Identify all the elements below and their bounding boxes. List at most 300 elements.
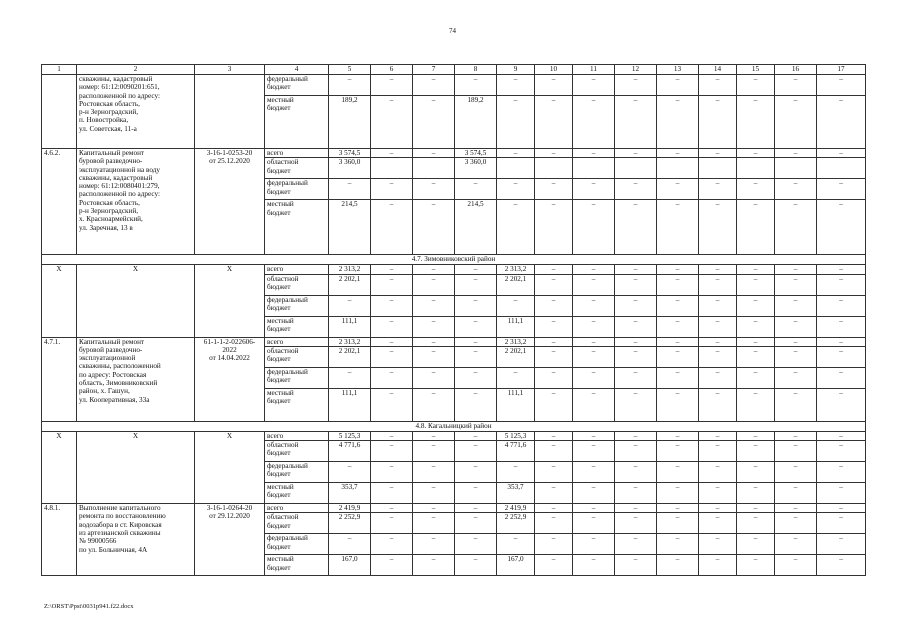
value-cell: – bbox=[535, 431, 573, 440]
value-cell: – bbox=[775, 295, 817, 316]
value-cell: – bbox=[737, 483, 775, 504]
value-cell: – bbox=[737, 265, 775, 274]
value-cell: – bbox=[699, 200, 737, 255]
value-cell: – bbox=[535, 337, 573, 346]
section-title: 4.7. Зимовниковский район bbox=[42, 255, 866, 265]
value-cell: – bbox=[775, 534, 817, 555]
value-cell: 5 125,3 bbox=[497, 431, 535, 440]
value-cell: – bbox=[455, 513, 497, 534]
value-cell: 2 202,1 bbox=[497, 346, 535, 367]
value-cell bbox=[371, 158, 413, 179]
item-description: Капитальный ремонт буровой разведочно- эксплуатационной на воду скважины, кадастровый номер: 61:12:0080401:279, расположенной по адресу: Ростовская область, р-н Зерноградский, х. Красноармейский, ул. Заречная, 13 в bbox=[77, 149, 195, 255]
value-cell: 189,2 bbox=[329, 96, 371, 149]
value-cell: – bbox=[573, 441, 615, 462]
value-cell: – bbox=[699, 555, 737, 576]
value-cell: – bbox=[657, 431, 699, 440]
value-cell: – bbox=[535, 504, 573, 513]
section-row bbox=[42, 255, 866, 265]
value-cell: – bbox=[615, 337, 657, 346]
value-cell: – bbox=[535, 483, 573, 504]
value-cell: – bbox=[497, 96, 535, 149]
value-cell: – bbox=[737, 149, 775, 158]
section-title: 4.8. Кагальницкий район bbox=[42, 421, 866, 431]
item-description: Х bbox=[77, 431, 195, 503]
value-cell: – bbox=[455, 75, 497, 96]
value-cell: – bbox=[775, 149, 817, 158]
value-cell: 3 574,5 bbox=[329, 149, 371, 158]
value-cell: – bbox=[455, 504, 497, 513]
table-row bbox=[42, 149, 866, 158]
value-cell: – bbox=[737, 200, 775, 255]
item-number: Х bbox=[42, 265, 77, 337]
value-cell: – bbox=[573, 316, 615, 337]
value-cell: – bbox=[573, 96, 615, 149]
value-cell: – bbox=[371, 431, 413, 440]
value-cell: – bbox=[535, 96, 573, 149]
value-cell: – bbox=[573, 200, 615, 255]
column-number-16: 16 bbox=[775, 65, 817, 75]
table-row bbox=[42, 75, 866, 96]
value-cell: 2 419,9 bbox=[497, 504, 535, 513]
column-number-10: 10 bbox=[535, 65, 573, 75]
value-cell: – bbox=[699, 316, 737, 337]
value-cell: – bbox=[573, 483, 615, 504]
item-description: скважины, кадастровый номер: 61:12:0090201:651, расположенной по адресу: Ростовская область, р-н Зерноградский, п. Новостройка, ул. Советская, 11-а bbox=[77, 75, 195, 149]
value-cell: – bbox=[535, 149, 573, 158]
value-cell: – bbox=[497, 295, 535, 316]
value-cell: – bbox=[775, 513, 817, 534]
value-cell: – bbox=[737, 462, 775, 483]
item-description: Капитальный ремонт буровой разведочно- эксплуатационной скважины, расположенной по адресу: Ростовская область, Зимовниковский район, х. Гашун, ул. Кооперативная, 33а bbox=[77, 337, 195, 421]
value-cell: – bbox=[413, 483, 455, 504]
value-cell bbox=[657, 158, 699, 179]
value-cell: – bbox=[573, 179, 615, 200]
value-cell: – bbox=[699, 295, 737, 316]
value-cell: – bbox=[699, 441, 737, 462]
value-cell: – bbox=[329, 179, 371, 200]
value-cell: – bbox=[413, 200, 455, 255]
value-cell: – bbox=[573, 75, 615, 96]
value-cell: – bbox=[737, 431, 775, 440]
value-cell: – bbox=[699, 367, 737, 388]
value-cell bbox=[775, 158, 817, 179]
value-cell: 189,2 bbox=[455, 96, 497, 149]
value-cell: – bbox=[615, 462, 657, 483]
value-cell: – bbox=[371, 265, 413, 274]
value-cell: 2 419,9 bbox=[329, 504, 371, 513]
value-cell: – bbox=[775, 96, 817, 149]
item-description: Выполнение капитального ремонта по восстановлению водозабора в ст. Кировская из артезианской скважины № 99000566 по ул. Больничная, 4А bbox=[77, 504, 195, 576]
value-cell bbox=[497, 158, 535, 179]
value-cell bbox=[573, 158, 615, 179]
value-cell: 4 771,6 bbox=[329, 441, 371, 462]
table-row bbox=[42, 337, 866, 346]
value-cell: – bbox=[817, 534, 866, 555]
value-cell: – bbox=[535, 179, 573, 200]
value-cell: – bbox=[497, 462, 535, 483]
value-cell: – bbox=[775, 555, 817, 576]
value-cell bbox=[817, 158, 866, 179]
value-cell: – bbox=[615, 504, 657, 513]
value-cell: 2 313,2 bbox=[497, 265, 535, 274]
value-cell: 2 252,9 bbox=[329, 513, 371, 534]
funding-source: местный бюджет bbox=[265, 200, 329, 255]
value-cell: – bbox=[413, 367, 455, 388]
table-row bbox=[42, 431, 866, 440]
value-cell: – bbox=[573, 274, 615, 295]
value-cell: 2 313,2 bbox=[329, 337, 371, 346]
value-cell: 214,5 bbox=[329, 200, 371, 255]
funding-source: местный бюджет bbox=[265, 388, 329, 421]
value-cell: – bbox=[371, 274, 413, 295]
column-number-row bbox=[42, 65, 866, 75]
value-cell: – bbox=[737, 96, 775, 149]
column-number-17: 17 bbox=[817, 65, 866, 75]
value-cell: – bbox=[455, 483, 497, 504]
value-cell: – bbox=[535, 462, 573, 483]
value-cell: – bbox=[699, 504, 737, 513]
value-cell: – bbox=[657, 179, 699, 200]
value-cell: 3 360,0 bbox=[329, 158, 371, 179]
value-cell: – bbox=[497, 179, 535, 200]
value-cell: – bbox=[775, 367, 817, 388]
value-cell: – bbox=[535, 265, 573, 274]
value-cell: – bbox=[535, 75, 573, 96]
item-number: 4.7.1. bbox=[42, 337, 77, 421]
table-row bbox=[42, 265, 866, 274]
value-cell: – bbox=[615, 274, 657, 295]
value-cell: – bbox=[817, 367, 866, 388]
value-cell: – bbox=[657, 367, 699, 388]
funding-source: федеральный бюджет bbox=[265, 75, 329, 96]
value-cell: – bbox=[699, 96, 737, 149]
value-cell: – bbox=[699, 337, 737, 346]
value-cell: – bbox=[573, 462, 615, 483]
value-cell: – bbox=[573, 513, 615, 534]
funding-source: областной бюджет bbox=[265, 441, 329, 462]
value-cell: – bbox=[657, 295, 699, 316]
value-cell: – bbox=[615, 316, 657, 337]
value-cell: 3 360,0 bbox=[455, 158, 497, 179]
value-cell: 4 771,6 bbox=[497, 441, 535, 462]
funding-source: всего bbox=[265, 504, 329, 513]
value-cell: – bbox=[657, 96, 699, 149]
value-cell: – bbox=[371, 179, 413, 200]
value-cell: – bbox=[737, 337, 775, 346]
value-cell: – bbox=[817, 337, 866, 346]
value-cell: – bbox=[775, 274, 817, 295]
value-cell: – bbox=[775, 431, 817, 440]
value-cell: – bbox=[817, 462, 866, 483]
value-cell: – bbox=[699, 513, 737, 534]
value-cell: – bbox=[371, 346, 413, 367]
value-cell: – bbox=[615, 555, 657, 576]
value-cell: – bbox=[615, 431, 657, 440]
value-cell: – bbox=[573, 346, 615, 367]
value-cell: – bbox=[817, 316, 866, 337]
value-cell: – bbox=[817, 431, 866, 440]
value-cell: – bbox=[371, 337, 413, 346]
column-number-13: 13 bbox=[657, 65, 699, 75]
value-cell: – bbox=[817, 274, 866, 295]
value-cell: – bbox=[699, 534, 737, 555]
value-cell: – bbox=[413, 504, 455, 513]
value-cell: – bbox=[699, 265, 737, 274]
value-cell: – bbox=[817, 388, 866, 421]
value-cell: – bbox=[699, 431, 737, 440]
value-cell: – bbox=[737, 555, 775, 576]
value-cell: – bbox=[657, 555, 699, 576]
value-cell: – bbox=[775, 388, 817, 421]
value-cell bbox=[615, 158, 657, 179]
value-cell: – bbox=[657, 75, 699, 96]
value-cell: – bbox=[657, 265, 699, 274]
value-cell: – bbox=[455, 388, 497, 421]
value-cell: – bbox=[775, 265, 817, 274]
column-number-8: 8 bbox=[455, 65, 497, 75]
value-cell: – bbox=[615, 346, 657, 367]
value-cell: – bbox=[371, 295, 413, 316]
value-cell: – bbox=[535, 200, 573, 255]
section-row bbox=[42, 421, 866, 431]
funding-source: местный бюджет bbox=[265, 316, 329, 337]
value-cell: – bbox=[535, 316, 573, 337]
value-cell: – bbox=[817, 504, 866, 513]
column-number-14: 14 bbox=[699, 65, 737, 75]
value-cell: – bbox=[657, 513, 699, 534]
value-cell: – bbox=[455, 534, 497, 555]
value-cell: – bbox=[329, 534, 371, 555]
value-cell: – bbox=[371, 513, 413, 534]
value-cell: – bbox=[413, 462, 455, 483]
item-number: 4.8.1. bbox=[42, 504, 77, 576]
value-cell: – bbox=[775, 337, 817, 346]
budget-table bbox=[41, 64, 866, 576]
value-cell: – bbox=[615, 388, 657, 421]
value-cell: – bbox=[535, 388, 573, 421]
value-cell: – bbox=[573, 295, 615, 316]
value-cell: – bbox=[455, 274, 497, 295]
page-number: 74 bbox=[449, 27, 456, 35]
value-cell: – bbox=[615, 295, 657, 316]
value-cell: – bbox=[657, 274, 699, 295]
value-cell: – bbox=[371, 555, 413, 576]
value-cell: – bbox=[817, 295, 866, 316]
value-cell: – bbox=[455, 316, 497, 337]
funding-source: местный бюджет bbox=[265, 483, 329, 504]
value-cell: – bbox=[535, 534, 573, 555]
value-cell: – bbox=[371, 441, 413, 462]
value-cell: – bbox=[817, 75, 866, 96]
value-cell: – bbox=[413, 179, 455, 200]
value-cell: – bbox=[817, 149, 866, 158]
value-cell: – bbox=[775, 462, 817, 483]
value-cell: – bbox=[455, 295, 497, 316]
item-description: Х bbox=[77, 265, 195, 337]
value-cell: – bbox=[535, 295, 573, 316]
column-number-1: 1 bbox=[42, 65, 77, 75]
value-cell: – bbox=[657, 483, 699, 504]
value-cell: – bbox=[775, 179, 817, 200]
column-number-4: 4 bbox=[265, 65, 329, 75]
value-cell: – bbox=[371, 483, 413, 504]
column-number-12: 12 bbox=[615, 65, 657, 75]
value-cell: 2 252,9 bbox=[497, 513, 535, 534]
value-cell: – bbox=[737, 388, 775, 421]
value-cell bbox=[737, 158, 775, 179]
item-document: 3-16-1-0253-20 от 25.12.2020 bbox=[195, 149, 265, 255]
value-cell: – bbox=[657, 337, 699, 346]
value-cell: – bbox=[497, 149, 535, 158]
value-cell: – bbox=[535, 555, 573, 576]
value-cell: – bbox=[737, 367, 775, 388]
value-cell: – bbox=[615, 149, 657, 158]
value-cell: – bbox=[455, 555, 497, 576]
value-cell: – bbox=[737, 504, 775, 513]
value-cell: – bbox=[775, 504, 817, 513]
value-cell: 2 313,2 bbox=[329, 265, 371, 274]
value-cell: – bbox=[775, 483, 817, 504]
value-cell: – bbox=[497, 200, 535, 255]
value-cell: – bbox=[371, 462, 413, 483]
funding-source: местный бюджет bbox=[265, 96, 329, 149]
value-cell: – bbox=[657, 200, 699, 255]
value-cell: – bbox=[573, 504, 615, 513]
value-cell: – bbox=[699, 274, 737, 295]
value-cell: – bbox=[455, 179, 497, 200]
value-cell: – bbox=[699, 149, 737, 158]
value-cell: – bbox=[657, 441, 699, 462]
value-cell: – bbox=[497, 75, 535, 96]
value-cell: – bbox=[737, 534, 775, 555]
value-cell: – bbox=[497, 534, 535, 555]
value-cell: – bbox=[817, 265, 866, 274]
value-cell: – bbox=[737, 274, 775, 295]
value-cell: – bbox=[699, 346, 737, 367]
value-cell: – bbox=[455, 346, 497, 367]
item-document: Х bbox=[195, 431, 265, 503]
value-cell: – bbox=[775, 200, 817, 255]
value-cell: – bbox=[573, 367, 615, 388]
value-cell: – bbox=[413, 555, 455, 576]
value-cell: – bbox=[413, 431, 455, 440]
value-cell: – bbox=[329, 462, 371, 483]
value-cell: 167,0 bbox=[329, 555, 371, 576]
value-cell: – bbox=[413, 441, 455, 462]
value-cell: 111,1 bbox=[497, 388, 535, 421]
value-cell: 353,7 bbox=[329, 483, 371, 504]
funding-source: всего bbox=[265, 149, 329, 158]
value-cell: – bbox=[413, 96, 455, 149]
value-cell: – bbox=[455, 431, 497, 440]
value-cell: – bbox=[817, 96, 866, 149]
value-cell: – bbox=[737, 346, 775, 367]
value-cell: 2 313,2 bbox=[497, 337, 535, 346]
value-cell: – bbox=[737, 179, 775, 200]
value-cell: 353,7 bbox=[497, 483, 535, 504]
value-cell: – bbox=[699, 179, 737, 200]
value-cell: – bbox=[817, 346, 866, 367]
column-number-11: 11 bbox=[573, 65, 615, 75]
value-cell: – bbox=[657, 346, 699, 367]
value-cell: – bbox=[371, 149, 413, 158]
value-cell: – bbox=[455, 462, 497, 483]
value-cell: – bbox=[535, 274, 573, 295]
value-cell: – bbox=[657, 534, 699, 555]
value-cell: – bbox=[699, 388, 737, 421]
footer-file-path: Z:\ORST\Ppst\0031p941.f22.docx bbox=[44, 603, 134, 610]
value-cell: – bbox=[817, 200, 866, 255]
value-cell: – bbox=[737, 513, 775, 534]
funding-source: местный бюджет bbox=[265, 555, 329, 576]
funding-source: областной бюджет bbox=[265, 513, 329, 534]
funding-source: всего bbox=[265, 265, 329, 274]
value-cell: – bbox=[615, 367, 657, 388]
value-cell: 111,1 bbox=[329, 388, 371, 421]
value-cell: – bbox=[329, 295, 371, 316]
value-cell: 5 125,3 bbox=[329, 431, 371, 440]
value-cell: – bbox=[737, 441, 775, 462]
value-cell: – bbox=[413, 149, 455, 158]
value-cell: – bbox=[413, 388, 455, 421]
value-cell: – bbox=[615, 75, 657, 96]
value-cell: – bbox=[535, 441, 573, 462]
value-cell: – bbox=[413, 265, 455, 274]
value-cell: 2 202,1 bbox=[497, 274, 535, 295]
value-cell: – bbox=[413, 295, 455, 316]
value-cell: – bbox=[775, 316, 817, 337]
value-cell: – bbox=[329, 75, 371, 96]
value-cell: – bbox=[497, 367, 535, 388]
value-cell: – bbox=[573, 337, 615, 346]
value-cell: – bbox=[455, 367, 497, 388]
item-document bbox=[195, 75, 265, 149]
value-cell: – bbox=[413, 274, 455, 295]
value-cell: – bbox=[413, 75, 455, 96]
value-cell: – bbox=[413, 534, 455, 555]
value-cell: 2 202,1 bbox=[329, 346, 371, 367]
value-cell: – bbox=[817, 555, 866, 576]
value-cell: – bbox=[775, 346, 817, 367]
value-cell: – bbox=[413, 513, 455, 534]
value-cell: 2 202,1 bbox=[329, 274, 371, 295]
value-cell: – bbox=[371, 534, 413, 555]
value-cell: 111,1 bbox=[497, 316, 535, 337]
value-cell: – bbox=[455, 265, 497, 274]
value-cell: – bbox=[535, 346, 573, 367]
value-cell: – bbox=[615, 96, 657, 149]
item-document: 3-16-1-0264-20 от 29.12.2020 bbox=[195, 504, 265, 576]
table-row bbox=[42, 504, 866, 513]
value-cell: – bbox=[615, 200, 657, 255]
item-number bbox=[42, 75, 77, 149]
funding-source: всего bbox=[265, 431, 329, 440]
value-cell: – bbox=[371, 504, 413, 513]
column-number-5: 5 bbox=[329, 65, 371, 75]
value-cell: – bbox=[573, 265, 615, 274]
funding-source: федеральный бюджет bbox=[265, 534, 329, 555]
value-cell: – bbox=[371, 316, 413, 337]
funding-source: областной бюджет bbox=[265, 274, 329, 295]
value-cell: – bbox=[573, 534, 615, 555]
column-number-3: 3 bbox=[195, 65, 265, 75]
value-cell: – bbox=[371, 96, 413, 149]
value-cell: – bbox=[657, 316, 699, 337]
value-cell: – bbox=[737, 295, 775, 316]
value-cell: – bbox=[699, 462, 737, 483]
funding-source: всего bbox=[265, 337, 329, 346]
value-cell: – bbox=[455, 441, 497, 462]
